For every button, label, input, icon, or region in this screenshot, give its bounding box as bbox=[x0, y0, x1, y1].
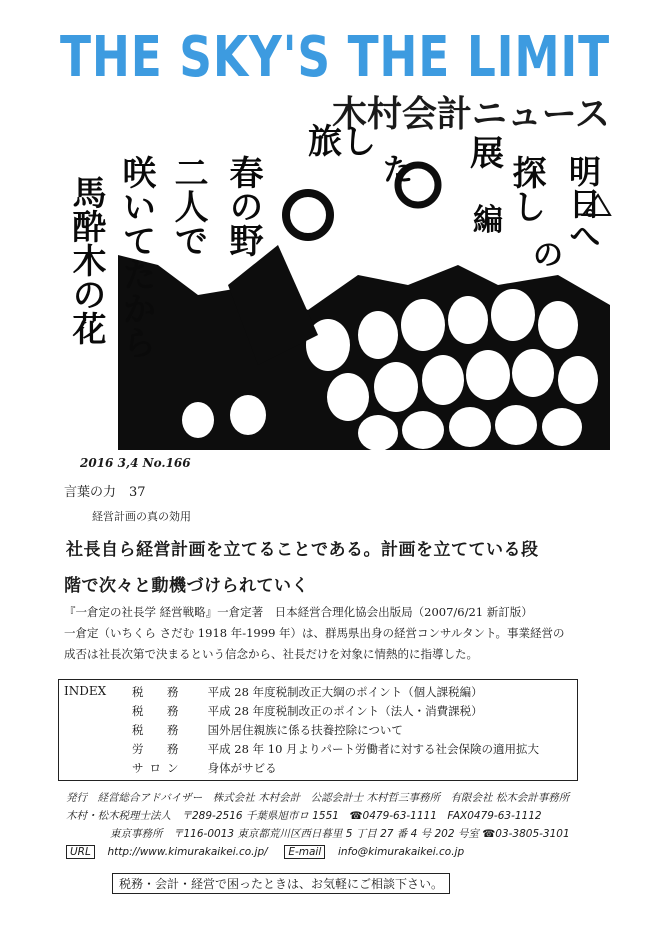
index-label: INDEX bbox=[64, 684, 107, 698]
index-category: 税 務 bbox=[132, 685, 185, 699]
art-text-1: 馬酔木の花 bbox=[66, 175, 106, 345]
art-text-9: 明日へ bbox=[564, 155, 602, 251]
art-text-7: 展 bbox=[470, 134, 504, 174]
index-row bbox=[132, 684, 483, 700]
art-text-5: 旅し bbox=[308, 122, 376, 162]
index-category: 労 務 bbox=[132, 742, 185, 756]
column-title: 言葉の力 37 bbox=[64, 485, 146, 500]
index-item: 平成 28 年度税制改正のポイント（法人・消費課税） bbox=[207, 704, 483, 718]
office-line: 木村・松木税理士法人 〒289-2516 千葉県旭市ロ 1551 ☎0479-63-1111 FAX0479-63-1112 bbox=[66, 810, 542, 822]
masthead bbox=[60, 26, 620, 136]
index-item: 国外居住親族に係る扶養控除について bbox=[207, 723, 403, 737]
index-row bbox=[132, 703, 483, 719]
contact-row bbox=[66, 846, 464, 858]
art-text-10: の bbox=[533, 238, 563, 273]
index-category: 税 務 bbox=[132, 723, 185, 737]
masthead-graphic bbox=[60, 26, 620, 136]
book-reference: 『一倉定の社長学 経営戦略』一倉定著 日本経営合理化協会出版局（2007/6/21 新訂版） bbox=[64, 605, 533, 619]
index-item: 平成 28 年 10 月よりパート労働者に対する社会保険の適用拡大 bbox=[207, 742, 540, 756]
index-row bbox=[132, 760, 277, 776]
woodcut-illustration bbox=[66, 122, 610, 450]
issue-date: 2016 3,4 No.166 bbox=[80, 456, 191, 470]
masthead-subtitle: 木村会計ニュース bbox=[332, 94, 610, 135]
art-text-6: た bbox=[383, 153, 413, 188]
website-link[interactable]: http://www.kimurakaikei.co.jp/ bbox=[107, 846, 268, 858]
art-text-4: 春の野 bbox=[223, 155, 263, 257]
art-text-2: 咲いてたから bbox=[116, 155, 156, 359]
art-text-8: 探し bbox=[506, 155, 546, 223]
index-category: サロン bbox=[132, 761, 185, 775]
publisher-line: 発行 経営総合アドバイザー 株式会社 木村会計 公認会計士 木村哲三事務所 有限会社 松木会計事務所 bbox=[66, 792, 570, 804]
tokyo-office-line: 東京事務所 〒116-0013 東京都荒川区西日暮里 5 丁目 27 番 4 号 202 号室 ☎03-3805-3101 bbox=[110, 828, 570, 840]
index-row bbox=[132, 741, 539, 757]
email-link[interactable]: info@kimurakaikei.co.jp bbox=[337, 846, 465, 858]
url-label: URL bbox=[66, 845, 95, 859]
art-text-11: 編 bbox=[473, 203, 503, 238]
woodcut-artwork bbox=[66, 122, 610, 450]
index-category: 税 務 bbox=[132, 704, 185, 718]
author-description-line-1: 一倉定（いちくら さだむ 1918 年-1999 年）は、群馬県出身の経営コンサルタント。事業経営の bbox=[64, 626, 565, 640]
art-text-3: 二人で bbox=[168, 155, 208, 257]
author-description-line-2: 成否は社長次第で決まるという信念から、社長だけを対象に情熱的に指導した。 bbox=[64, 647, 478, 661]
masthead-title: THE SKY'S THE LIMIT bbox=[60, 25, 610, 90]
index-row bbox=[132, 722, 403, 738]
headline-line-2: 階で次々と動機づけられていく bbox=[64, 576, 309, 596]
contact-notice: 税務・会計・経営で困ったときは、お気軽にご相談下さい。 bbox=[112, 873, 450, 894]
column-subject: 経営計画の真の効用 bbox=[92, 510, 191, 523]
index-item: 平成 28 年度税制改正大綱のポイント（個人課税編） bbox=[207, 685, 483, 699]
index-item: 身体がサビる bbox=[207, 761, 277, 775]
headline-line-1: 社長自ら経営計画を立てることである。計画を立てている段 bbox=[66, 540, 539, 560]
email-label: E-mail bbox=[284, 845, 325, 859]
